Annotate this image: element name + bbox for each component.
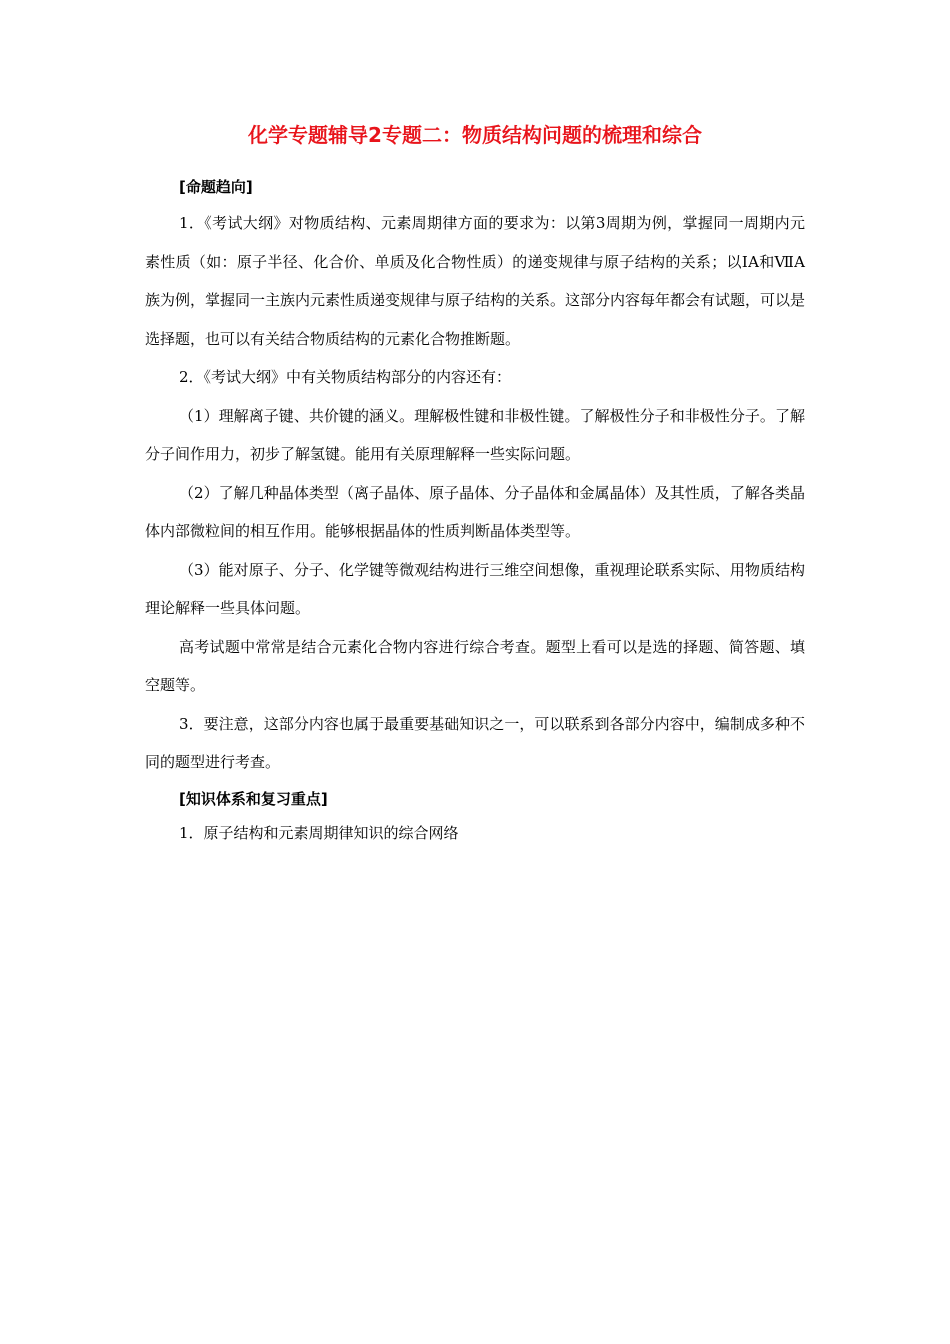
document-title: 化学专题辅导2专题二：物质结构问题的梳理和综合 — [248, 123, 702, 147]
paragraph-syllabus-requirements: 1．《考试大纲》对物质结构、元素周期律方面的要求为：以第3周期为例，掌握同一周期内元素性质（如：原子半径、化合价、单质及化合物性质）的递变规律与原子结构的关系；以ⅠA和ⅦA族为例，掌握同一主族内元素性质递变规律与原子结构的关系。这部分内容每年都会有试题，可以是选择题，也可以有关结合物质结构的元素化合物推断题。 — [145, 214, 806, 348]
paragraph-knowledge-network: 1．原子结构和元素周期律知识的综合网络 — [179, 823, 459, 842]
paragraph-crystal-types: （2）了解几种晶体类型（离子晶体、原子晶体、分子晶体和金属晶体）及其性质，了解各类晶体内部微粒间的相互作用。能够根据晶体的性质判断晶体类型等。 — [145, 483, 805, 540]
paragraph-importance-note: 3．要注意，这部分内容也属于最重要基础知识之一，可以联系到各部分内容中，编制成多种不同的题型进行考查。 — [145, 714, 805, 771]
document-body — [145, 172, 805, 852]
paragraph-exam-format: 高考试题中常常是结合元素化合物内容进行综合考查。题型上看可以是选的择题、简答题、填空题等。 — [145, 637, 805, 694]
paragraph-3d-imagination: （3）能对原子、分子、化学键等微观结构进行三维空间想像，重视理论联系实际、用物质结构理论解释一些具体问题。 — [145, 560, 805, 617]
section-heading-exam-trend: [命题趋向] — [179, 178, 253, 196]
paragraph-structure-contents: 2．《考试大纲》中有关物质结构部分的内容还有： — [179, 368, 512, 386]
section-heading-knowledge-system: [知识体系和复习重点] — [179, 789, 328, 808]
paragraph-bonds: （1）理解离子键、共价键的涵义。理解极性键和非极性键。了解极性分子和非极性分子。了解分子间作用力，初步了解氢键。能用有关原理解释一些实际问题。 — [145, 406, 805, 463]
